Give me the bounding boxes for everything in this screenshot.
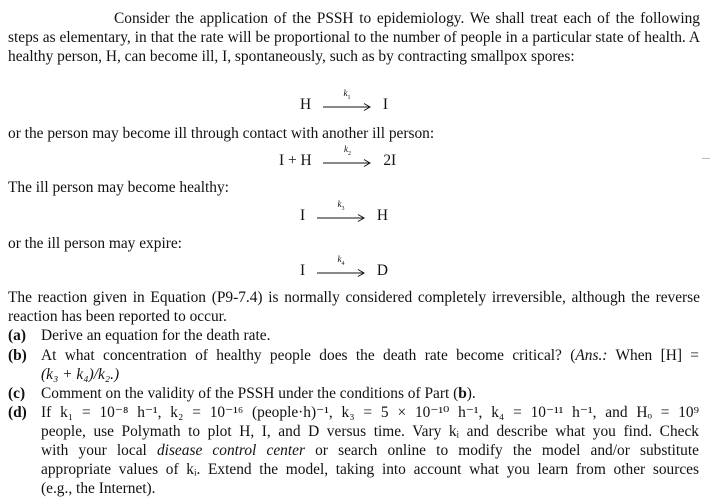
reaction-4-rate-constant: $k_4$ bbox=[337, 254, 345, 268]
question-c-label: (c) bbox=[8, 385, 26, 402]
question-d bbox=[8, 403, 700, 498]
reaction-2-rate-constant: $k_2$ bbox=[343, 144, 351, 158]
question-b-label: (b) bbox=[8, 347, 27, 364]
reaction-1-rate-constant: $k_1$ bbox=[343, 88, 351, 102]
question-d-text-block bbox=[41, 403, 699, 498]
question-b bbox=[8, 346, 700, 386]
reaction-3-reactant: I bbox=[300, 207, 306, 224]
question-a-text: Derive an equation for the death rate. bbox=[41, 327, 271, 344]
reaction-2-product: 2I bbox=[383, 152, 397, 169]
reaction-3-product: H bbox=[376, 207, 388, 224]
paragraph-5: The reaction given in Equation (P9-7.4) is normally considered completely irreversible, although the reverse reaction has been reported to occur. bbox=[8, 289, 700, 325]
intro-paragraph: Consider the application of the PSSH to epidemiology. We shall treat each of the following steps as elementary, in that the rate will be proportional to the number of people in a particular state of health. A healthy person, H, can become ill, I, spontaneously, such as by contracting smallpox spores: bbox=[8, 10, 700, 65]
question-d-label: (d) bbox=[8, 404, 27, 421]
reaction-2-arrow bbox=[321, 144, 373, 171]
paragraph-4: or the ill person may expire: bbox=[8, 235, 182, 252]
reaction-2 bbox=[279, 144, 397, 171]
question-d-line-5: (e.g., the Internet). bbox=[41, 480, 156, 497]
question-c-text: Comment on the validity of the PSSH under the conditions of Part (b). bbox=[41, 385, 476, 402]
question-d-line-4: appropriate values of kᵢ. Extend the model, taking into account what you learn from other sources bbox=[41, 461, 699, 478]
paragraph-3: The ill person may become healthy: bbox=[8, 179, 229, 196]
question-a bbox=[8, 326, 700, 345]
paragraph-2: or the person may become ill through contact with another ill person: bbox=[8, 125, 435, 142]
reaction-2-reactants: I + H bbox=[279, 152, 312, 169]
question-d-line-2: people, use Polymath to plot H, I, and D versus time. Vary kᵢ and describe what you find. Check bbox=[41, 423, 699, 440]
reaction-4-arrow bbox=[315, 254, 367, 281]
reaction-3 bbox=[300, 199, 388, 226]
reaction-4-product: D bbox=[376, 262, 388, 279]
reaction-3-rate-constant: $k_3$ bbox=[337, 199, 345, 213]
question-d-line-1: If k₁ = 10⁻⁸ h⁻¹, k₂ = 10⁻¹⁶ (people·h)⁻¹, k₃ = 5 × 10⁻¹⁰ h⁻¹, k₄ = 10⁻¹¹ h⁻¹, and Hₒ = 10⁹ bbox=[41, 404, 699, 421]
reaction-3-arrow bbox=[315, 199, 367, 226]
question-b-line-2: (k₃ + k₄)/k₂.) bbox=[41, 366, 120, 383]
question-c bbox=[8, 384, 700, 403]
reaction-1-arrow bbox=[321, 88, 373, 115]
question-b-line-1: At what concentration of healthy people does the death rate become critical? (Ans.: When [H] = bbox=[41, 347, 699, 364]
question-a-label: (a) bbox=[8, 327, 26, 344]
question-d-line-3: with your local disease control center or search online to modify the model and/or substitute bbox=[41, 442, 699, 459]
reaction-4-reactant: I bbox=[300, 262, 306, 279]
question-b-text-block bbox=[41, 346, 699, 384]
reaction-1 bbox=[300, 88, 388, 115]
reaction-4 bbox=[300, 254, 388, 281]
reaction-1-reactant: H bbox=[300, 96, 312, 113]
margin-tick bbox=[702, 158, 710, 159]
reaction-1-product: I bbox=[382, 96, 388, 113]
